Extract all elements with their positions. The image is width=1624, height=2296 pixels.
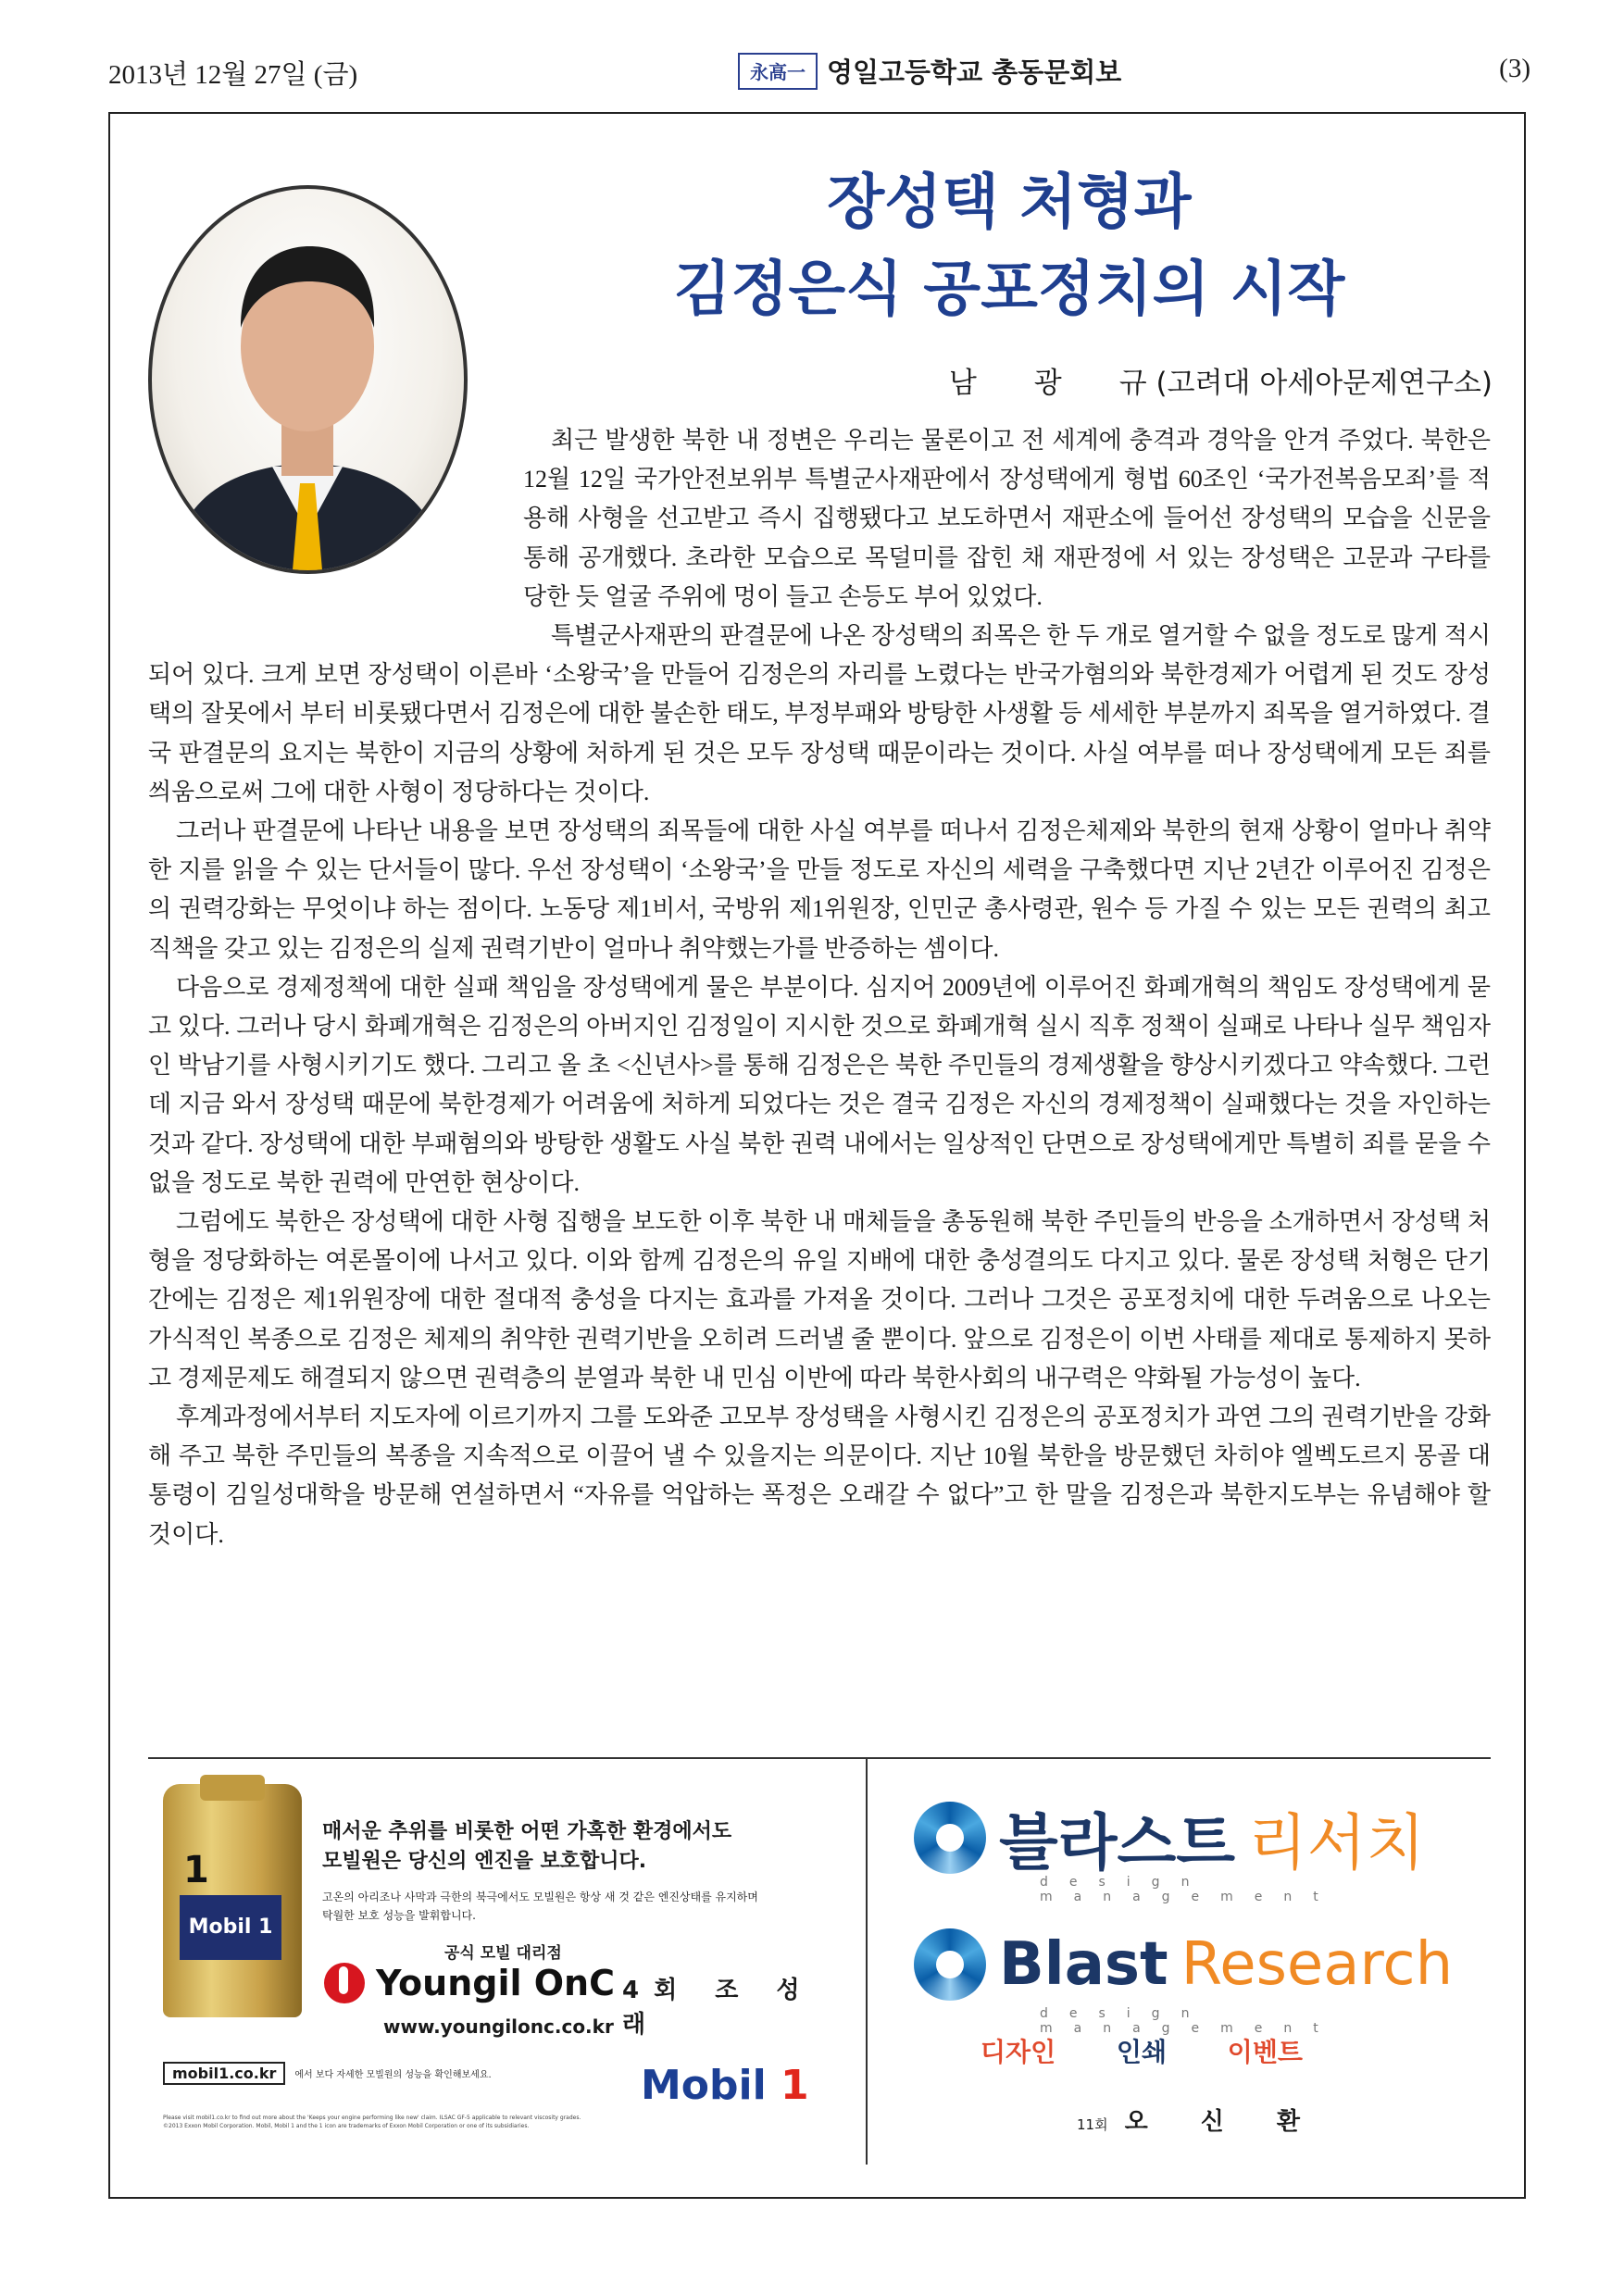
mobil-fine-print (163, 2114, 718, 2130)
mobil-headline-1: 매서운 추위를 비롯한 어떤 가혹한 환경에서도 (322, 1820, 732, 1843)
blast-ko-name-1: 블라스트 (999, 1807, 1236, 1878)
mobil-site-link[interactable]: mobil1.co.kr (163, 2062, 285, 2085)
blast-en-name-2: Research (1181, 1930, 1454, 1999)
ad-divider-horizontal (148, 1757, 1491, 1759)
article-body (148, 421, 1491, 1554)
paragraph-3: 그러나 판결문에 나타난 내용을 보면 장성택의 죄목들에 대한 사실 여부를 떠나서 김정은체제와 북한의 현재 상황이 얼마나 취약한 지를 읽을 수 있는 단서들이 많다. 우선 장성택이 ‘소왕국’을 만들 정도로 자신의 세력을 구축했다면 지난 2년간 이루어진 김정은의 권력강화는 무엇이냐 하는 점이다. 노동당 제1비서, 국방위 제1위원장, 인민군 총사령관, 원수 등 가질 수 있는 모든 권력의 최고 직책을 갖고 있는 김정은의 실제 권력기반이 얼마나 취약했는가를 반증하는 셈이다. (148, 817, 1491, 962)
mobil-fine-2: ©2013 Exxon Mobil Corporation. Mobil, Mobil 1 and the 1 icon are trademarks of Exxon Mobil Corporation or one of its subsidiaries. (163, 2123, 530, 2129)
blast-rep-name: 오 신 환 (1124, 2108, 1323, 2136)
mobil-logo-text: Mobil (641, 2062, 767, 2109)
youngil-logo (324, 1963, 615, 2003)
byline: 남 광 규 (고려대 아세아문제연구소) (948, 367, 1493, 400)
service-design: 디자인 (981, 2037, 1056, 2067)
headline-line-2: 김정은식 공포정치의 시작 (673, 256, 1345, 324)
mobil-site-text: 에서 보다 자세한 모빌원의 성능을 확인해보세요. (294, 2070, 492, 2080)
mobil-logo (641, 2062, 809, 2109)
blast-english-logo (914, 1928, 1453, 2001)
photo-wrap-spacer (148, 421, 523, 648)
newspaper-title: 영일고등학교 총동문회보 (827, 56, 1122, 88)
mobil-site (163, 2062, 492, 2085)
service-event: 이벤트 (1227, 2037, 1303, 2067)
paragraph-6: 후계과정에서부터 지도자에 이르기까지 그를 도와준 고모부 장성택을 사형시킨 김정은의 공포정치가 과연 그의 권력기반을 강화해 주고 북한 주민들의 복종을 지속적으로 이끌어 낼 수 있을지는 의문이다. 지난 10월 북한을 방문했던 차히야 엘벡도르지 몽골 대통령이 김일성대학을 방문해 연설하면서 “자유를 억압하는 폭정은 오래갈 수 없다”고 한 말을 김정은과 북한지도부는 유념해야 할 것이다. (148, 1404, 1491, 1548)
swirl-icon (914, 1928, 986, 2001)
dealer-label: 공식 모빌 대리점 (444, 1944, 562, 1963)
masthead-center (738, 52, 1121, 90)
school-logo-icon: 永高一 (738, 53, 818, 90)
blast-en-name-1: Blast (999, 1930, 1168, 1999)
youngil-name: Youngil OnC (376, 1963, 615, 2003)
mobil-headline (322, 1817, 731, 1877)
mobil-subcopy (322, 1888, 841, 1925)
page-number: (3) (1499, 54, 1530, 83)
blast-research-advertisement (868, 1764, 1491, 2162)
masthead (108, 54, 1530, 91)
blast-korean-logo (914, 1793, 1425, 1881)
blast-representative (1077, 2103, 1322, 2137)
mobil-subcopy-2: 탁월한 보호 성능을 발휘합니다. (322, 1909, 476, 1922)
mobil-subcopy-1: 고온의 아리조나 사막과 극한의 북극에서도 모빌원은 항상 새 것 같은 엔진상태를 유지하며 (322, 1890, 758, 1903)
mobil-fine-1: Please visit mobil1.co.kr to find out more about the 'Keeps your engine performing like new' claim. ILSAC GF-5 applicable to relevant viscosity grades. (163, 2115, 581, 2121)
youngil-representative: 4회 조 성 래 (622, 1977, 815, 2039)
bottle-number: 1 (183, 1849, 209, 1891)
service-print: 인쇄 (1116, 2037, 1168, 2067)
article-headline (546, 159, 1472, 333)
paragraph-2: 특별군사재판의 판결문에 나온 장성택의 죄목은 한 두 개로 열거할 수 없을 정도로 많게 적시되어 있다. 크게 보면 장성택이 이른바 ‘소왕국’을 만들어 김정은의 자리를 노렸다는 반국가혐의와 북한경제가 어렵게 된 것도 장성택의 잘못에서 부터 비롯됐다면서 김정은에 대한 불손한 태도, 부정부패와 방탕한 사생활 등 세세한 부분까지 죄목을 열거하였다. 결국 판결문의 요지는 북한이 지금의 상황에 처하게 된 것은 모두 장성택 때문이라는 것이다. 사실 여부를 떠나 장성택에게 모든 죄를 씌움으로써 그에 대한 사형이 정당하다는 것이다. (148, 622, 1491, 805)
blast-rep-class: 11회 (1077, 2116, 1108, 2133)
issue-date: 2013년 12월 27일 (금) (108, 60, 358, 90)
blast-services (981, 2032, 1355, 2069)
bottle-cap (200, 1775, 265, 1801)
oil-bottle-icon (163, 1784, 302, 2017)
mobil-advertisement (150, 1773, 865, 2162)
bottle-label: Mobil 1 (180, 1895, 281, 1960)
youngil-url[interactable]: www.youngilonc.co.kr (383, 2015, 614, 2038)
blast-tagline-1: design management (1040, 1875, 1340, 1904)
blast-ko-name-2: 리서치 (1248, 1807, 1426, 1878)
mobil-logo-num: 1 (781, 2062, 809, 2109)
blast-tagline-2: design management (1040, 2006, 1340, 2036)
paragraph-5: 그럼에도 북한은 장성택에 대한 사형 집행을 보도한 이후 북한 내 매체들을 총동원해 북한 주민들의 반응을 소개하면서 장성택 처형을 정당화하는 여론몰이에 나서고 있다. 이와 함께 김정은의 유일 지배에 대한 충성결의도 다지고 있다. 물론 장성택 처형은 단기간에는 김정은 제1위원장에 대한 절대적 충성을 다지는 효과를 가져올 것이다. 그러나 그것은 공포정치에 대한 두려움으로 나오는 가식적인 복종으로 김정은 체제의 취약한 권력기반을 오히려 드러낼 줄 뿐이다. 앞으로 김정은이 이번 사태를 제대로 통제하지 못하고 경제문제도 해결되지 않으면 권력층의 분열과 북한 내 민심 이반에 따라 북한사회의 내구력은 약화될 가능성이 높다. (148, 1208, 1491, 1391)
paragraph-4: 다음으로 경제정책에 대한 실패 책임을 장성택에게 물은 부분이다. 심지어 2009년에 이루어진 화폐개혁의 책임도 장성택에게 묻고 있다. 그러나 당시 화폐개혁은 김정은의 아버지인 김정일이 지시한 것으로 화폐개혁 실시 직후 정책이 실패로 나타나 실무 책임자인 박남기를 사형시키기도 했다. 그리고 올 초 <신년사>를 통해 김정은은 북한 주민들의 경제생활을 향상시키겠다고 약속했다. 그런데 지금 와서 장성택 때문에 북한경제가 어려움에 처하게 되었다는 것은 결국 김정은 자신의 경제정책이 실패했다는 것을 자인하는 것과 같다. 장성택에 대한 부패혐의와 방탕한 생활도 사실 북한 권력 내에서는 일상적인 단면으로 장성택에게만 특별히 죄를 묻을 수 없을 정도로 북한 권력에 만연한 현상이다. (148, 973, 1491, 1196)
mobil-headline-2: 모빌원은 당신의 엔진을 보호합니다. (322, 1850, 647, 1873)
swirl-icon (914, 1802, 986, 1874)
youngil-mark-icon (324, 1963, 365, 2003)
paragraph-1: 최근 발생한 북한 내 정변은 우리는 물론이고 전 세계에 충격과 경악을 안겨 주었다. 북한은 12월 12일 국가안전보위부 특별군사재판에서 장성택에게 형법 60조인 ‘국가전복음모죄’를 적용해 사형을 선고받고 즉시 집행됐다고 보도하면서 재판소에 들어선 장성택의 모습을 신문을 통해 공개했다. 초라한 모습으로 목덜미를 잡힌 채 재판정에 서 있는 장성택은 고문과 구타를 당한 듯 얼굴 주위에 멍이 들고 손등도 부어 있었다. (523, 427, 1491, 610)
headline-line-1: 장성택 처형과 (827, 168, 1192, 237)
